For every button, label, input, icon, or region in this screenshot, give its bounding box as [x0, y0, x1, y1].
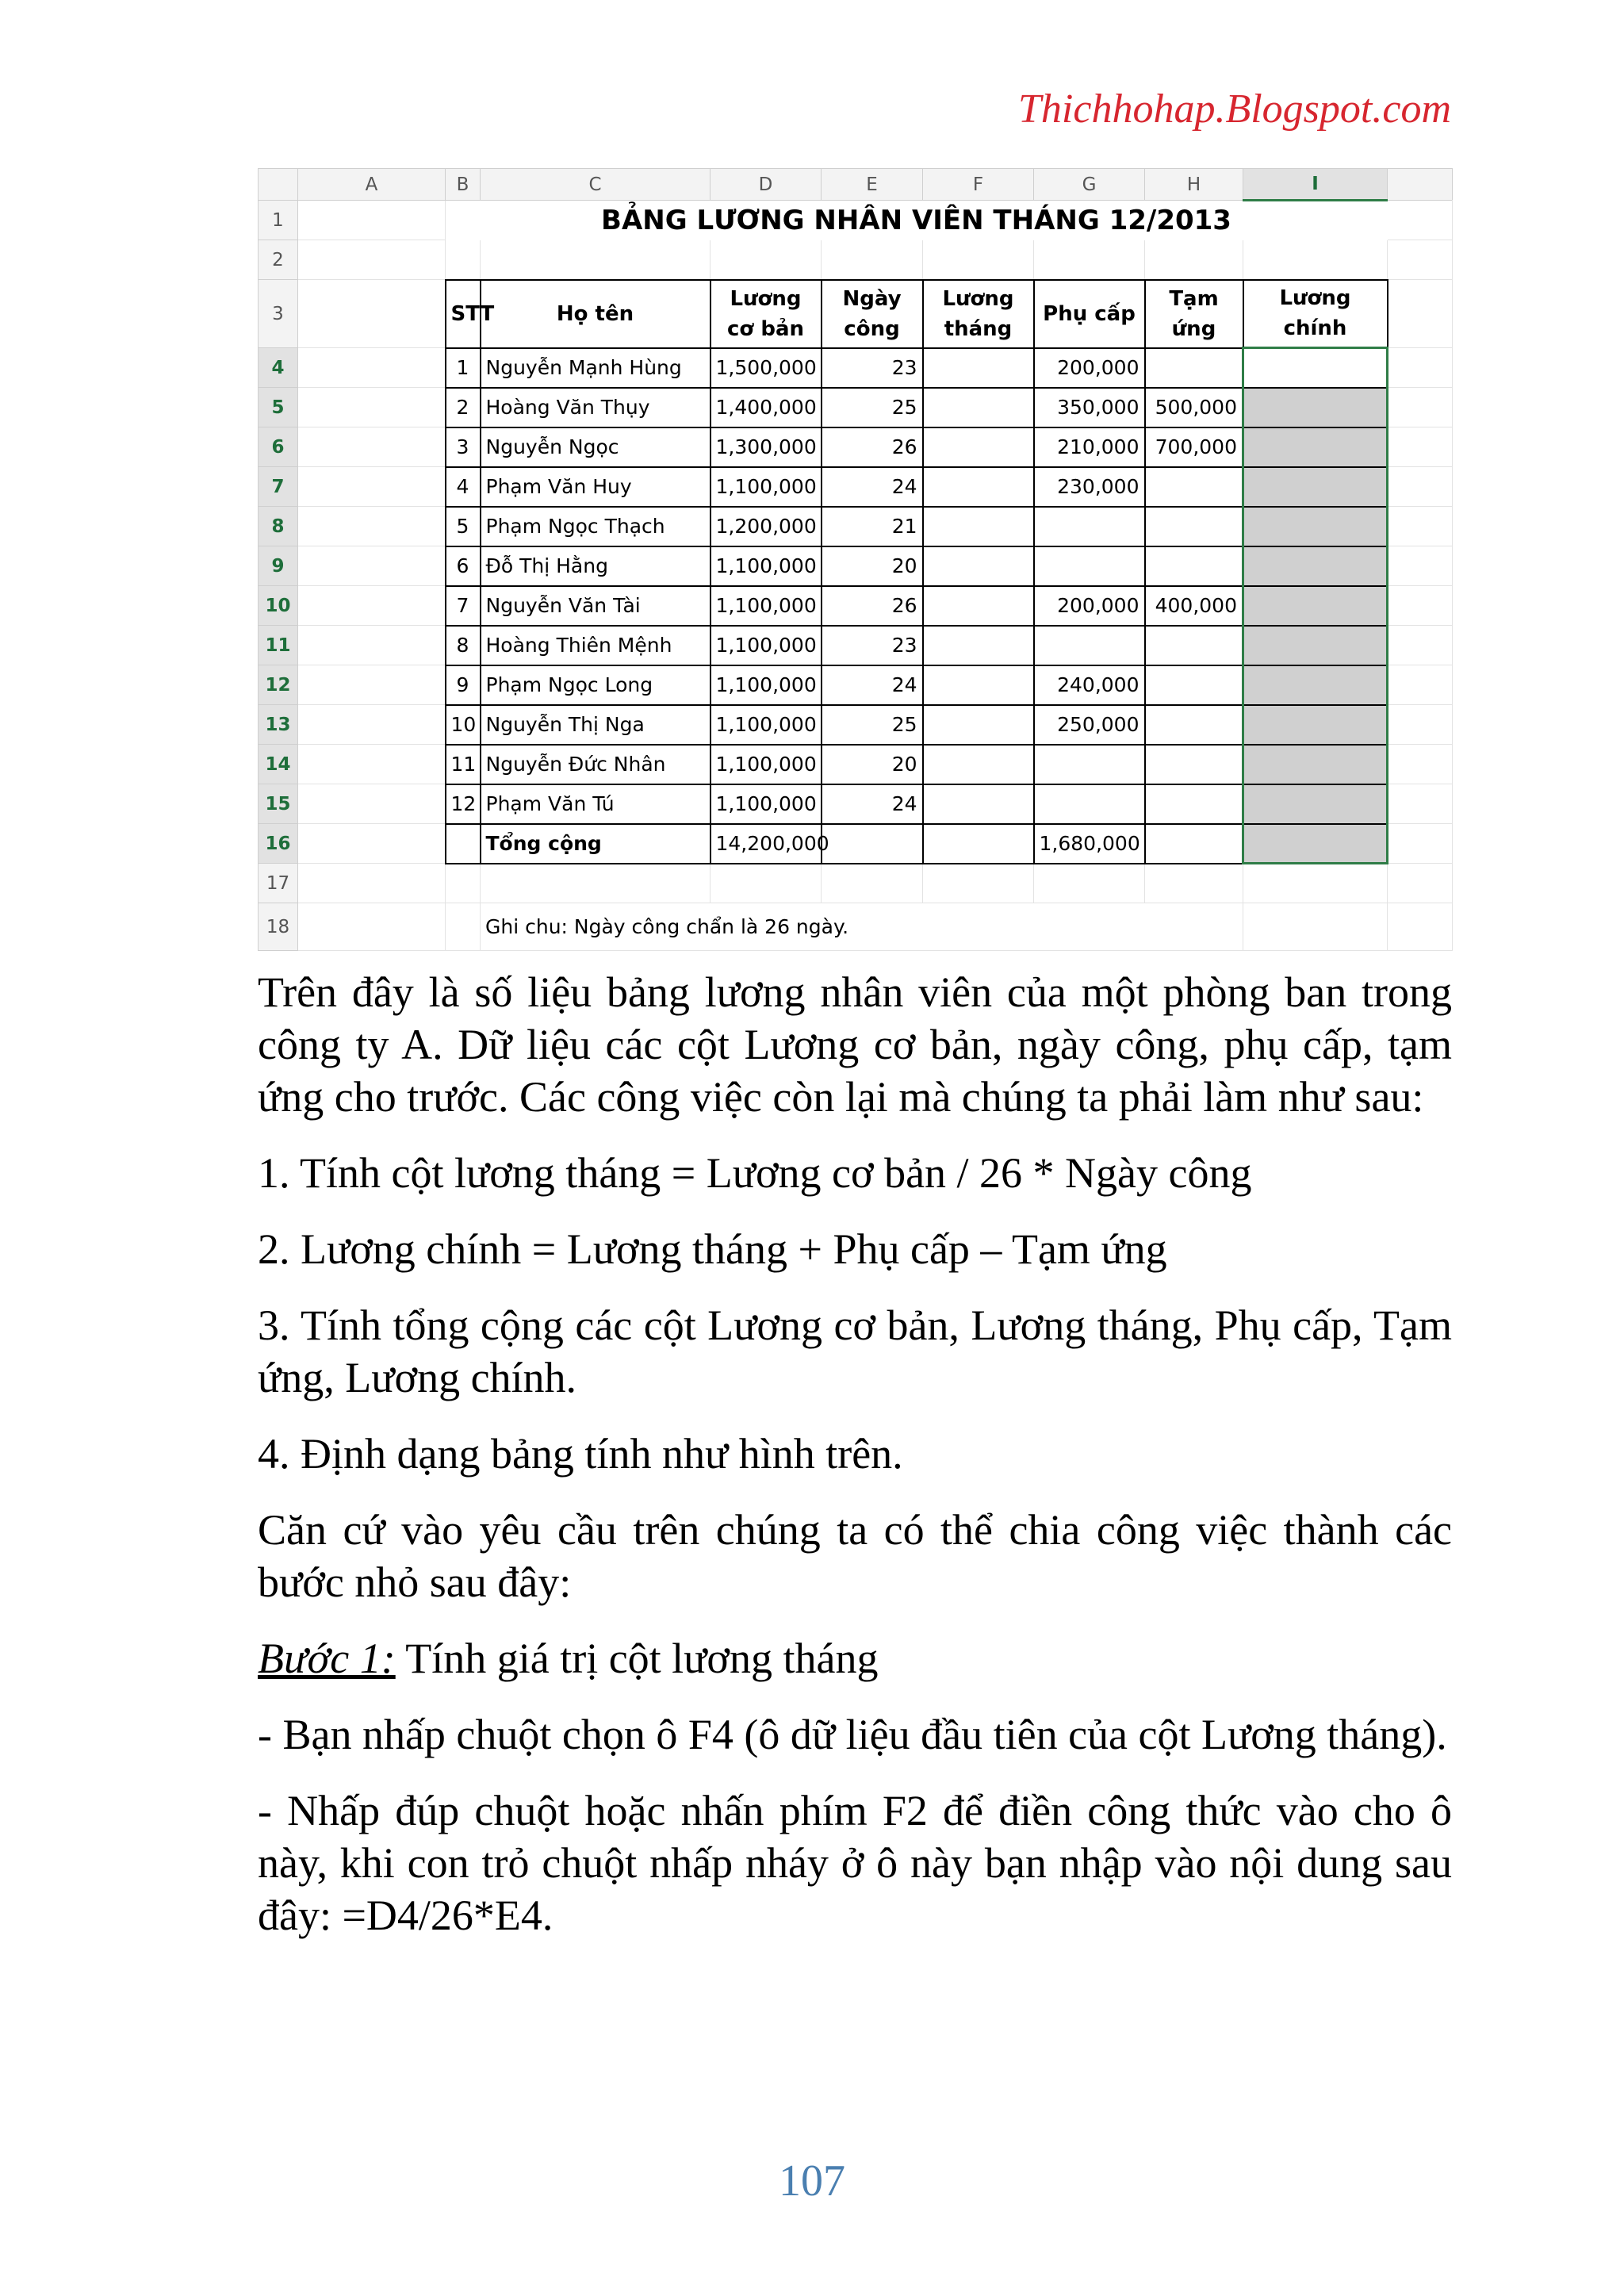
- step-1-text: Tính giá trị cột lương tháng: [395, 1635, 879, 1682]
- cell-empty[interactable]: [1243, 240, 1388, 280]
- cell-b18[interactable]: [446, 903, 481, 951]
- cell-phu-cap[interactable]: 240,000: [1034, 665, 1145, 705]
- cell-luong-thang[interactable]: [923, 626, 1034, 665]
- cell-ho-ten[interactable]: Phạm Văn Huy: [481, 467, 710, 507]
- cell-empty[interactable]: [1034, 864, 1145, 903]
- row-header-12[interactable]: 12: [259, 665, 298, 705]
- table-row: [259, 388, 1453, 427]
- cell-tam-ung[interactable]: [1145, 665, 1243, 705]
- cell-empty[interactable]: [822, 240, 923, 280]
- cell-empty[interactable]: [1388, 546, 1453, 586]
- cell-ngay-cong[interactable]: 26: [822, 427, 923, 467]
- cell-tam-ung[interactable]: [1145, 546, 1243, 586]
- cell-empty[interactable]: [446, 864, 481, 903]
- cell-empty[interactable]: [1388, 201, 1453, 240]
- cell-a[interactable]: [298, 745, 446, 784]
- cell-ho-ten[interactable]: Nguyễn Thị Nga: [481, 705, 710, 745]
- table-row: [259, 201, 1453, 240]
- cell-luong-chinh[interactable]: [1243, 626, 1388, 665]
- cell-stt[interactable]: 2: [446, 388, 481, 427]
- cell-ho-ten[interactable]: Nguyễn Đức Nhân: [481, 745, 710, 784]
- table-row: [259, 507, 1453, 546]
- row-header-4[interactable]: 4: [259, 348, 298, 388]
- cell-empty[interactable]: [1388, 745, 1453, 784]
- cell-luong-co-ban[interactable]: 1,100,000: [710, 665, 822, 705]
- cell-a[interactable]: [298, 546, 446, 586]
- header-stt[interactable]: STT: [446, 280, 481, 348]
- cell-luong-chinh[interactable]: [1243, 467, 1388, 507]
- cell-ngay-cong[interactable]: 25: [822, 705, 923, 745]
- cell-a[interactable]: [298, 348, 446, 388]
- cell-empty[interactable]: [1388, 586, 1453, 626]
- header-ngay-cong[interactable]: Ngày công: [822, 280, 923, 348]
- step-1-instruction-1: - Bạn nhấp chuột chọn ô F4 (ô dữ liệu đầu tiên của cột Lương tháng).: [258, 1711, 1447, 1758]
- cell-stt[interactable]: 5: [446, 507, 481, 546]
- steps-intro-paragraph: Căn cứ vào yêu cầu trên chúng ta có thể chia công việc thành các bước nhỏ sau đây:: [258, 1506, 1452, 1606]
- cell-luong-thang[interactable]: [923, 388, 1034, 427]
- page-number: 107: [779, 2156, 845, 2206]
- cell-empty[interactable]: [923, 240, 1034, 280]
- cell-ho-ten[interactable]: Nguyễn Mạnh Hùng: [481, 348, 710, 388]
- cell-luong-co-ban[interactable]: 1,100,000: [710, 784, 822, 824]
- cell-luong-co-ban[interactable]: 1,400,000: [710, 388, 822, 427]
- cell-empty[interactable]: [1388, 467, 1453, 507]
- cell-empty[interactable]: [1388, 903, 1453, 951]
- cell-a1[interactable]: [298, 201, 446, 240]
- row-header-6[interactable]: 6: [259, 427, 298, 467]
- cell-empty[interactable]: [298, 864, 446, 903]
- cell-luong-co-ban[interactable]: 1,100,000: [710, 586, 822, 626]
- cell-phu-cap[interactable]: [1034, 546, 1145, 586]
- table-row: [259, 467, 1453, 507]
- row-header-18[interactable]: 18: [259, 903, 298, 951]
- cell-luong-co-ban[interactable]: 1,200,000: [710, 507, 822, 546]
- cell-stt[interactable]: 7: [446, 586, 481, 626]
- table-row: [259, 427, 1453, 467]
- column-header-a[interactable]: A: [298, 169, 446, 201]
- column-header-i[interactable]: I: [1243, 169, 1388, 201]
- row-header-5[interactable]: 5: [259, 388, 298, 427]
- cell-luong-chinh[interactable]: [1243, 784, 1388, 824]
- cell-empty[interactable]: [1388, 280, 1453, 348]
- cell-tam-ung[interactable]: [1145, 745, 1243, 784]
- cell-luong-chinh[interactable]: [1243, 586, 1388, 626]
- cell-stt[interactable]: [446, 824, 481, 864]
- cell-empty[interactable]: [1145, 903, 1243, 951]
- cell-ngay-cong[interactable]: 23: [822, 626, 923, 665]
- cell-ngay-cong[interactable]: 20: [822, 745, 923, 784]
- row-header-11[interactable]: 11: [259, 626, 298, 665]
- intro-paragraph: Trên đây là số liệu bảng lương nhân viên của một phòng ban trong công ty A. Dữ liệu các cột Lương cơ bản, ngày công, phụ cấp, tạm ứng cho trước. Các công việc còn lại mà chúng ta phải làm như sau:: [258, 968, 1452, 1121]
- cell-empty[interactable]: [710, 864, 822, 903]
- cell-a3[interactable]: [298, 280, 446, 348]
- cell-luong-thang[interactable]: [923, 665, 1034, 705]
- column-header-b[interactable]: B: [446, 169, 481, 201]
- cell-tam-ung[interactable]: 400,000: [1145, 586, 1243, 626]
- cell-luong-chinh[interactable]: [1243, 507, 1388, 546]
- header-phu-cap[interactable]: Phụ cấp: [1034, 280, 1145, 348]
- note-cell[interactable]: Ghi chu: Ngày công chẩn là 26 ngày.: [481, 903, 1145, 951]
- row-header-3[interactable]: 3: [259, 280, 298, 348]
- row-header-7[interactable]: 7: [259, 467, 298, 507]
- task-item-2: 2. Lương chính = Lương tháng + Phụ cấp – Tạm ứng: [258, 1225, 1167, 1273]
- cell-a[interactable]: [298, 784, 446, 824]
- cell-luong-chinh[interactable]: [1243, 388, 1388, 427]
- row-header-2[interactable]: 2: [259, 240, 298, 280]
- cell-tam-ung[interactable]: [1145, 705, 1243, 745]
- total-phu-cap[interactable]: 1,680,000: [1034, 824, 1145, 864]
- cell-luong-co-ban[interactable]: 1,100,000: [710, 705, 822, 745]
- cell-stt[interactable]: 9: [446, 665, 481, 705]
- cell-luong-chinh[interactable]: [1243, 546, 1388, 586]
- cell-a[interactable]: [298, 586, 446, 626]
- cell-ngay-cong[interactable]: 26: [822, 586, 923, 626]
- cell-empty[interactable]: [923, 864, 1034, 903]
- sheet-title[interactable]: BẢNG LƯƠNG NHÂN VIÊN THÁNG 12/2013: [601, 205, 1231, 236]
- cell-a[interactable]: [298, 467, 446, 507]
- cell-phu-cap[interactable]: [1034, 626, 1145, 665]
- cell-ho-ten[interactable]: Hoàng Thiên Mệnh: [481, 626, 710, 665]
- blog-watermark: Thichhohap.Blogspot.com: [1018, 86, 1451, 132]
- row-header-9[interactable]: 9: [259, 546, 298, 586]
- note-row: [259, 903, 1453, 951]
- cell-ho-ten[interactable]: Đỗ Thị Hằng: [481, 546, 710, 586]
- cell-empty[interactable]: [1388, 864, 1453, 903]
- header-tam-ung[interactable]: Tạm ứng: [1145, 280, 1243, 348]
- cell-empty[interactable]: [1243, 903, 1388, 951]
- cell-phu-cap[interactable]: [1034, 507, 1145, 546]
- total-label[interactable]: Tổng cộng: [481, 824, 710, 864]
- total-luong-chinh[interactable]: [1243, 824, 1388, 864]
- column-header-g[interactable]: G: [1034, 169, 1145, 201]
- cell-a[interactable]: [298, 427, 446, 467]
- cell-empty[interactable]: [822, 864, 923, 903]
- cell-empty[interactable]: [1388, 240, 1453, 280]
- cell-luong-thang[interactable]: [923, 546, 1034, 586]
- cell-luong-thang[interactable]: [923, 427, 1034, 467]
- cell-stt[interactable]: 4: [446, 467, 481, 507]
- cell-luong-chinh[interactable]: [1243, 427, 1388, 467]
- cell-luong-thang[interactable]: [923, 745, 1034, 784]
- cell-tam-ung[interactable]: [1145, 507, 1243, 546]
- cell-tam-ung[interactable]: [1145, 626, 1243, 665]
- cell-empty[interactable]: [1388, 348, 1453, 388]
- cell-empty[interactable]: [1034, 240, 1145, 280]
- total-tam-ung[interactable]: [1145, 824, 1243, 864]
- table-row: [259, 348, 1453, 388]
- cell-tam-ung[interactable]: [1145, 784, 1243, 824]
- step-1-heading: [258, 1632, 1452, 1685]
- cell-luong-co-ban[interactable]: 1,100,000: [710, 546, 822, 586]
- cell-stt[interactable]: 8: [446, 626, 481, 665]
- cell-empty[interactable]: [1388, 665, 1453, 705]
- column-header-row: [259, 169, 1453, 201]
- table-row: [259, 626, 1453, 665]
- cell-luong-co-ban[interactable]: 1,100,000: [710, 626, 822, 665]
- cell-empty[interactable]: [1388, 388, 1453, 427]
- cell-luong-thang[interactable]: [923, 705, 1034, 745]
- row-header-10[interactable]: 10: [259, 586, 298, 626]
- row-header-16[interactable]: 16: [259, 824, 298, 864]
- cell-empty[interactable]: [710, 240, 822, 280]
- row-header-14[interactable]: 14: [259, 745, 298, 784]
- cell-ho-ten[interactable]: Phạm Văn Tú: [481, 784, 710, 824]
- cell-empty[interactable]: [1243, 864, 1388, 903]
- cell-empty[interactable]: [298, 240, 446, 280]
- column-header-f[interactable]: F: [923, 169, 1034, 201]
- cell-ho-ten[interactable]: Hoàng Văn Thụy: [481, 388, 710, 427]
- cell-ngay-cong[interactable]: 24: [822, 665, 923, 705]
- cell-phu-cap[interactable]: 350,000: [1034, 388, 1145, 427]
- cell-luong-thang[interactable]: [923, 467, 1034, 507]
- body-text: [258, 966, 1452, 1965]
- cell-ngay-cong[interactable]: 24: [822, 467, 923, 507]
- cell-ngay-cong[interactable]: 20: [822, 546, 923, 586]
- cell-empty[interactable]: [1145, 864, 1243, 903]
- total-row: [259, 824, 1453, 864]
- table-row: [259, 705, 1453, 745]
- table-row: [259, 546, 1453, 586]
- total-ngay-cong[interactable]: [822, 824, 923, 864]
- row-header-15[interactable]: 15: [259, 784, 298, 824]
- header-ho-ten[interactable]: Họ tên: [481, 280, 710, 348]
- column-header-d[interactable]: D: [710, 169, 822, 201]
- cell-empty[interactable]: [1388, 507, 1453, 546]
- cell-a18[interactable]: [298, 903, 446, 951]
- cell-phu-cap[interactable]: 230,000: [1034, 467, 1145, 507]
- cell-luong-thang[interactable]: [923, 348, 1034, 388]
- cell-tam-ung[interactable]: 500,000: [1145, 388, 1243, 427]
- cell-stt[interactable]: 6: [446, 546, 481, 586]
- table-row: [259, 784, 1453, 824]
- cell-phu-cap[interactable]: [1034, 784, 1145, 824]
- step-1-instruction-2: - Nhấp đúp chuột hoặc nhấn phím F2 để điền công thức vào cho ô này, khi con trỏ chuột nhấp nháy ở ô này bạn nhập vào nội dung sau đây: =D4/26*E4.: [258, 1787, 1452, 1939]
- column-header-h[interactable]: H: [1145, 169, 1243, 201]
- cell-ngay-cong[interactable]: 25: [822, 388, 923, 427]
- cell-empty[interactable]: [481, 240, 710, 280]
- cell-empty[interactable]: [1388, 824, 1453, 864]
- column-header-next[interactable]: [1388, 169, 1453, 201]
- cell-empty[interactable]: [481, 864, 710, 903]
- spreadsheet-screenshot: [258, 168, 1452, 941]
- cell-stt[interactable]: 12: [446, 784, 481, 824]
- cell-a16[interactable]: [298, 824, 446, 864]
- cell-ho-ten[interactable]: Phạm Ngọc Long: [481, 665, 710, 705]
- column-header-e[interactable]: E: [822, 169, 923, 201]
- cell-a[interactable]: [298, 388, 446, 427]
- table-row: [259, 745, 1453, 784]
- cell-ho-ten[interactable]: Nguyễn Ngọc: [481, 427, 710, 467]
- cell-phu-cap[interactable]: [1034, 745, 1145, 784]
- header-row: [259, 280, 1453, 348]
- task-item-4: 4. Định dạng bảng tính như hình trên.: [258, 1430, 903, 1478]
- cell-ngay-cong[interactable]: 23: [822, 348, 923, 388]
- cell-empty[interactable]: [1388, 626, 1453, 665]
- salary-table: [258, 168, 1453, 951]
- header-luong-co-ban[interactable]: Lương cơ bản: [710, 280, 822, 348]
- cell-empty[interactable]: [1145, 240, 1243, 280]
- table-row: [259, 864, 1453, 903]
- table-row: [259, 240, 1453, 280]
- cell-ngay-cong[interactable]: 24: [822, 784, 923, 824]
- cell-phu-cap[interactable]: 200,000: [1034, 348, 1145, 388]
- step-1-label: Bước 1:: [258, 1635, 396, 1682]
- cell-luong-chinh[interactable]: [1243, 745, 1388, 784]
- cell-luong-chinh[interactable]: [1243, 705, 1388, 745]
- cell-empty[interactable]: [1388, 427, 1453, 467]
- task-item-3: 3. Tính tổng cộng các cột Lương cơ bản, Lương tháng, Phụ cấp, Tạm ứng, Lương chính.: [258, 1301, 1452, 1401]
- cell-a[interactable]: [298, 626, 446, 665]
- row-header-1[interactable]: 1: [259, 201, 298, 240]
- cell-ngay-cong[interactable]: 21: [822, 507, 923, 546]
- cell-phu-cap[interactable]: 250,000: [1034, 705, 1145, 745]
- cell-empty[interactable]: [1388, 705, 1453, 745]
- row-header-8[interactable]: 8: [259, 507, 298, 546]
- cell-a[interactable]: [298, 705, 446, 745]
- column-header-c[interactable]: C: [481, 169, 710, 201]
- cell-luong-chinh[interactable]: [1243, 665, 1388, 705]
- select-all-corner[interactable]: [259, 169, 298, 201]
- cell-a[interactable]: [298, 507, 446, 546]
- cell-stt[interactable]: 11: [446, 745, 481, 784]
- cell-ho-ten[interactable]: Nguyễn Văn Tài: [481, 586, 710, 626]
- cell-stt[interactable]: 3: [446, 427, 481, 467]
- total-luong-thang[interactable]: [923, 824, 1034, 864]
- cell-luong-co-ban[interactable]: 1,100,000: [710, 467, 822, 507]
- cell-empty[interactable]: [1388, 784, 1453, 824]
- task-item-1: 1. Tính cột lương tháng = Lương cơ bản / 26 * Ngày công: [258, 1149, 1252, 1197]
- cell-tam-ung[interactable]: [1145, 467, 1243, 507]
- cell-phu-cap[interactable]: 200,000: [1034, 586, 1145, 626]
- total-luong-co-ban[interactable]: 14,200,000: [710, 824, 822, 864]
- cell-luong-co-ban[interactable]: 1,100,000: [710, 745, 822, 784]
- table-row: [259, 665, 1453, 705]
- cell-a[interactable]: [298, 665, 446, 705]
- cell-luong-chinh[interactable]: [1243, 348, 1388, 388]
- cell-luong-thang[interactable]: [923, 586, 1034, 626]
- cell-luong-thang[interactable]: [923, 784, 1034, 824]
- cell-phu-cap[interactable]: 210,000: [1034, 427, 1145, 467]
- cell-luong-co-ban[interactable]: 1,300,000: [710, 427, 822, 467]
- table-row: [259, 586, 1453, 626]
- cell-luong-co-ban[interactable]: 1,500,000: [710, 348, 822, 388]
- header-luong-thang[interactable]: Lương tháng: [923, 280, 1034, 348]
- row-header-13[interactable]: 13: [259, 705, 298, 745]
- cell-empty[interactable]: [446, 240, 481, 280]
- cell-tam-ung[interactable]: 700,000: [1145, 427, 1243, 467]
- cell-stt[interactable]: 1: [446, 348, 481, 388]
- cell-stt[interactable]: 10: [446, 705, 481, 745]
- cell-tam-ung[interactable]: [1145, 348, 1243, 388]
- row-header-17[interactable]: 17: [259, 864, 298, 903]
- header-luong-chinh[interactable]: Lương chính: [1243, 280, 1388, 348]
- cell-ho-ten[interactable]: Phạm Ngọc Thạch: [481, 507, 710, 546]
- cell-luong-thang[interactable]: [923, 507, 1034, 546]
